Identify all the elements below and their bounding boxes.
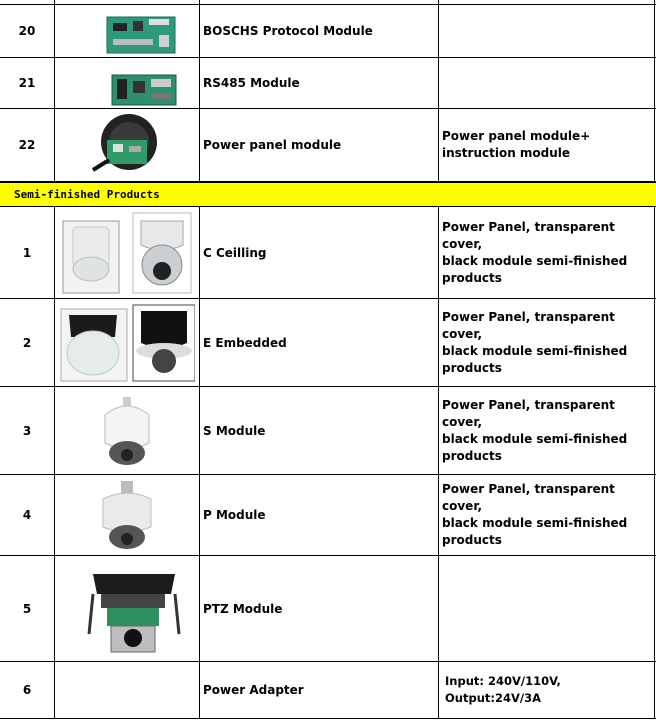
product-name: BOSCHS Protocol Module — [203, 24, 373, 38]
product-image — [55, 556, 199, 661]
remarks-line: products — [442, 448, 502, 463]
pendant-dome-camera-icon — [95, 481, 159, 553]
product-remarks — [442, 556, 654, 661]
table-row — [0, 299, 656, 387]
remarks-line: black module semi-finished — [442, 343, 628, 358]
row-number: 20 — [18, 24, 36, 38]
power-panel-board-icon — [89, 112, 163, 178]
remarks-line: Power panel module+ — [442, 129, 591, 143]
remarks-line: Power Panel, transparent cover, — [442, 219, 615, 251]
product-name: PTZ Module — [203, 601, 283, 616]
product-image — [55, 207, 199, 298]
product-name: S Module — [203, 423, 266, 438]
table-row — [0, 58, 656, 109]
ptz-mechanism-icon — [87, 564, 181, 656]
row-number: 21 — [18, 76, 36, 90]
table-row — [0, 5, 656, 58]
table-row — [0, 475, 656, 556]
remarks-line: black module semi-finished — [442, 516, 628, 530]
product-remarks — [442, 475, 654, 555]
section-header — [0, 182, 656, 207]
row-number: 1 — [22, 245, 32, 260]
product-remarks — [442, 109, 654, 181]
remarks-line: black module semi-finished — [442, 253, 628, 268]
product-remarks — [442, 5, 654, 57]
section-title: Semi-finished Products — [14, 188, 160, 201]
product-name: P Module — [203, 508, 266, 522]
product-name: Power Adapter — [203, 683, 304, 697]
product-name: RS485 Module — [203, 76, 300, 90]
remarks-line: Power Panel, transparent cover, — [442, 397, 615, 429]
remarks-line: Input: 240V/110V, Output:24V/3A — [445, 674, 561, 705]
row-number: 5 — [22, 601, 32, 616]
product-image — [55, 5, 199, 57]
remarks-line: products — [442, 360, 502, 375]
remarks-line: Power Panel, transparent cover, — [442, 309, 615, 341]
product-image — [55, 58, 199, 108]
ceiling-dome-camera-icon — [59, 211, 195, 295]
speed-dome-camera-icon — [95, 395, 159, 471]
remarks-line: products — [442, 533, 502, 547]
table-row — [0, 207, 656, 299]
product-image — [55, 387, 199, 474]
small-pcb-board-icon — [111, 73, 177, 107]
remarks-line: instruction module — [442, 146, 571, 160]
remarks-line: black module semi-finished — [442, 431, 628, 446]
embedded-dome-camera-icon — [59, 303, 195, 383]
table-row — [0, 387, 656, 475]
remarks-line: products — [442, 270, 502, 285]
remarks-line: Power Panel, transparent cover, — [442, 482, 615, 513]
product-remarks — [442, 387, 654, 474]
product-image — [55, 299, 199, 386]
row-number: 6 — [22, 683, 32, 697]
product-remarks — [445, 662, 656, 718]
product-name: E Embedded — [203, 335, 287, 350]
product-remarks — [442, 58, 654, 108]
product-image — [55, 662, 199, 718]
row-number: 22 — [18, 138, 36, 152]
product-name: C Ceilling — [203, 245, 267, 260]
green-pcb-board-icon — [105, 13, 177, 57]
product-name: Power panel module — [203, 138, 342, 152]
product-remarks — [442, 299, 654, 386]
row-number: 3 — [22, 423, 32, 438]
product-remarks — [442, 207, 654, 298]
table-row — [0, 556, 656, 662]
row-number: 4 — [22, 508, 32, 522]
product-image — [55, 475, 199, 555]
product-image — [55, 109, 199, 181]
table-row — [0, 662, 656, 719]
row-number: 2 — [22, 335, 32, 350]
table-row — [0, 109, 656, 182]
